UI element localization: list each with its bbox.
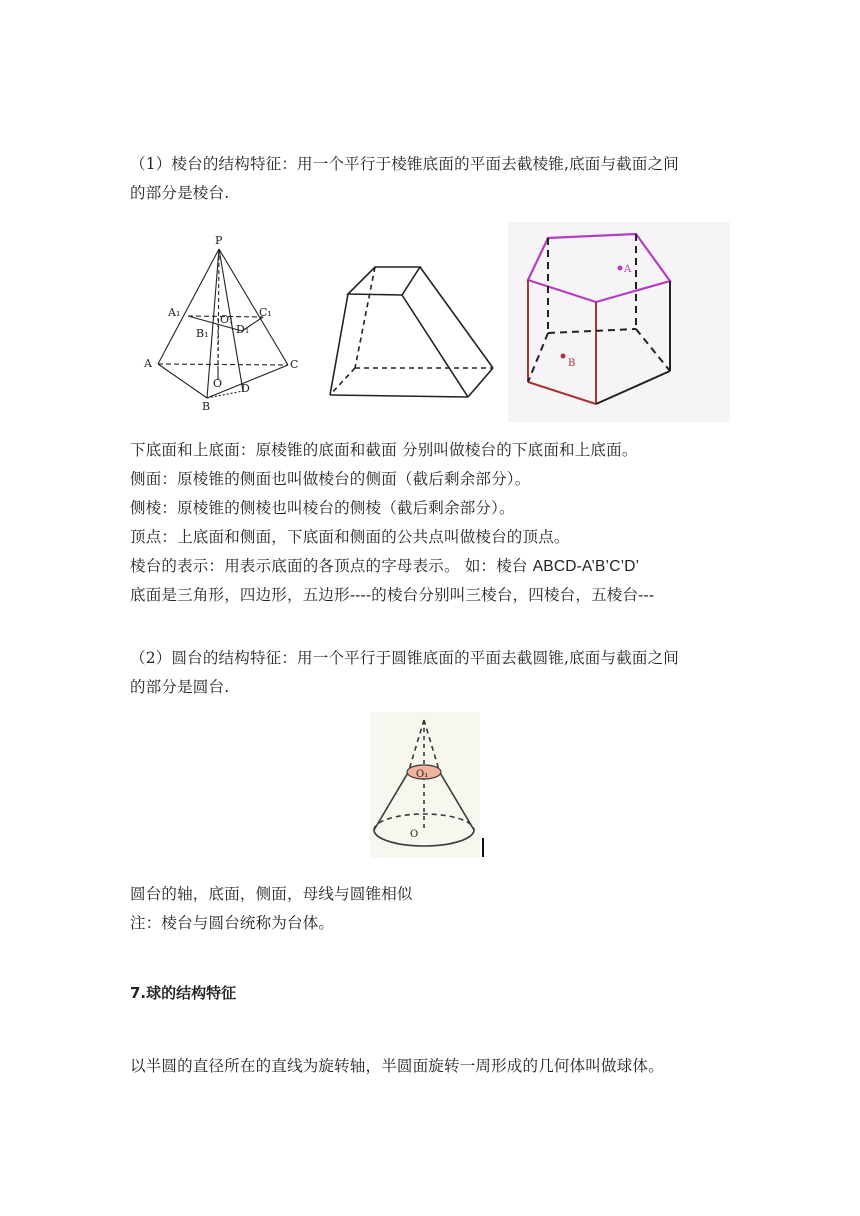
term-bases: 下底面和上底面：原棱锥的底面和截面 分别叫做棱台的下底面和上底面。 <box>130 441 638 459</box>
sphere-definition-line: 以半圆的直径所在的直线为旋转轴，半圆面旋转一周形成的几何体叫做球体。 <box>130 1057 664 1075</box>
frustum-terms <box>130 436 740 610</box>
prism-label-A: A <box>624 264 632 275</box>
label-C1: C₁ <box>259 306 272 319</box>
note-frustum-bodies: 注：棱台与圆台统称为台体。 <box>130 914 335 932</box>
term-vertices: 顶点：上底面和侧面，下底面和侧面的公共点叫做棱台的顶点。 <box>130 528 570 546</box>
label-A: A <box>144 357 152 370</box>
frustum-figures <box>130 220 730 425</box>
term-classification-text: 底面是三角形，四边形，五边形 <box>130 586 350 604</box>
term-lateral-faces: 侧面：原棱锥的侧面也叫做棱台的侧面（截后剩余部分）。 <box>130 470 531 488</box>
cone-label-O1: O₁ <box>416 769 429 780</box>
label-D1: D₁ <box>236 323 250 336</box>
term-classification-dashes-1: ---- <box>349 587 372 604</box>
label-B1: B₁ <box>196 327 209 340</box>
sphere-definition <box>130 1052 740 1081</box>
label-A1: A₁ <box>168 306 181 319</box>
slanted-frustum-figure <box>330 267 493 397</box>
note-similarity: 圆台的轴，底面，侧面，母线与圆锥相似 <box>130 885 413 903</box>
term-notation-text: 棱台的表示：用表示底面的各顶点的字母表示。 如：棱台 <box>130 557 533 575</box>
frustum-definition <box>130 150 740 208</box>
label-C: C <box>290 358 299 371</box>
term-classification-text-2: 的棱台分别叫三棱台，四棱台，五棱台 <box>371 586 639 604</box>
cone-frustum-figure <box>362 710 492 862</box>
cone-label-O: O <box>410 829 419 840</box>
circular-frustum-definition <box>130 644 740 702</box>
label-O: O <box>213 377 223 390</box>
term-classification-dashes-2: --- <box>638 587 655 604</box>
label-P: P <box>215 234 223 247</box>
prism-label-B: B <box>568 358 576 369</box>
term-notation <box>130 552 740 581</box>
label-O1: O₁ <box>220 313 234 326</box>
term-lateral-edges: 侧棱：原棱锥的侧棱也叫棱台的侧棱（截后剩余部分）。 <box>130 499 515 517</box>
frustum-definition-line-2: 的部分是棱台. <box>130 184 230 202</box>
term-classification <box>130 581 740 610</box>
label-B: B <box>202 400 211 413</box>
circular-frustum-line-2: 的部分是圆台. <box>130 678 230 696</box>
pentagonal-prism-figure <box>508 222 730 422</box>
frustum-definition-line-1: （1）棱台的结构特征：用一个平行于棱锥底面的平面去截棱锥,底面与截面之间 <box>130 155 679 173</box>
cone-frustum-svg <box>362 710 492 862</box>
frustum-figures-svg <box>130 220 730 425</box>
label-D: D <box>241 382 250 395</box>
term-notation-example: ABCD-A’B’C’D’ <box>532 558 640 575</box>
circular-frustum-line-1: （2）圆台的结构特征：用一个平行于圆锥底面的平面去截圆锥,底面与截面之间 <box>130 649 679 667</box>
circular-frustum-notes <box>130 880 740 938</box>
sphere-section-heading: 7.球的结构特征 <box>130 984 237 1002</box>
